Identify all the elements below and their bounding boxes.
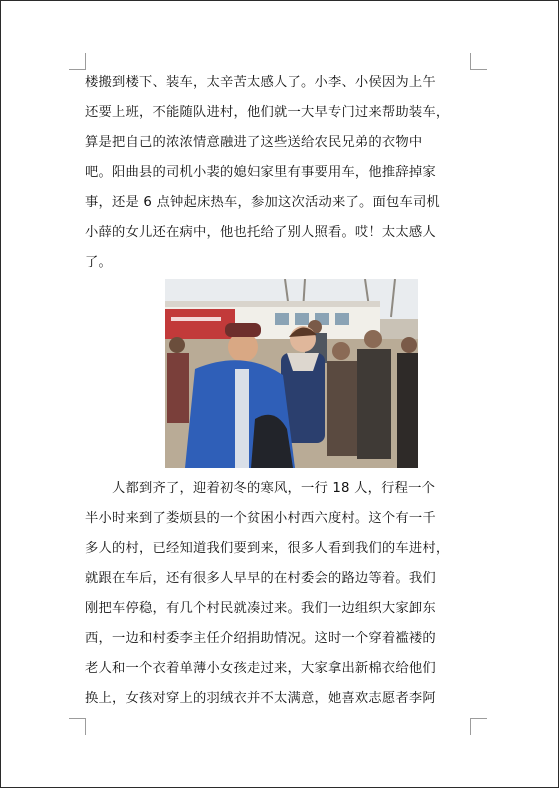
text-line: 老人和一个衣着单薄小女孩走过来，大家拿出新棉衣给他们 (85, 661, 436, 676)
text-line: 半小时来到了娄烦县的一个贫困小村西六度村。这个有一千 (85, 511, 436, 526)
text-line: 换上，女孩对穿上的羽绒衣并不太满意，她喜欢志愿者李阿 (85, 691, 436, 706)
paragraph-2[interactable] (85, 474, 475, 714)
paragraph-1[interactable] (85, 68, 475, 278)
text-line: 就跟在车后，还有很多人早早的在村委会的路边等着。我们 (85, 571, 436, 586)
text-line: 多人的村，已经知道我们要到来，很多人看到我们的车进村， (85, 541, 450, 556)
text-line: 刚把车停稳，有几个村民就凑过来。我们一边组织大家卸东 (85, 601, 436, 616)
photo-illustration (165, 279, 418, 468)
text-line: 了。 (85, 255, 112, 270)
text-line: 算是把自己的浓浓情意融进了这些送给农民兄弟的衣物中 (85, 135, 423, 150)
text-line: 小薛的女儿还在病中，他也托给了别人照看。哎！太太感人 (85, 225, 436, 240)
text-line: 楼搬到楼下、装车，太辛苦太感人了。小李、小侯因为上午 (85, 75, 436, 90)
text-line: 吧。阳曲县的司机小裴的媳妇家里有事要用车，他推辞掉家 (85, 165, 436, 180)
text-line: 人都到齐了，迎着初冬的寒风，一行 18 人，行程一个 (85, 481, 436, 496)
inline-photo-villagers[interactable] (165, 279, 418, 468)
crop-mark-top-left (69, 53, 86, 70)
text-line: 还要上班，不能随队进村，他们就一大早专门过来帮助装车， (85, 105, 450, 120)
crop-mark-bottom-right (470, 718, 487, 735)
text-line: 事，还是 6 点钟起床热车，参加这次活动来了。面包车司机 (85, 195, 440, 210)
crop-mark-bottom-left (69, 718, 86, 735)
text-line: 西，一边和村委李主任介绍捐助情况。这时一个穿着褴褛的 (85, 631, 436, 646)
